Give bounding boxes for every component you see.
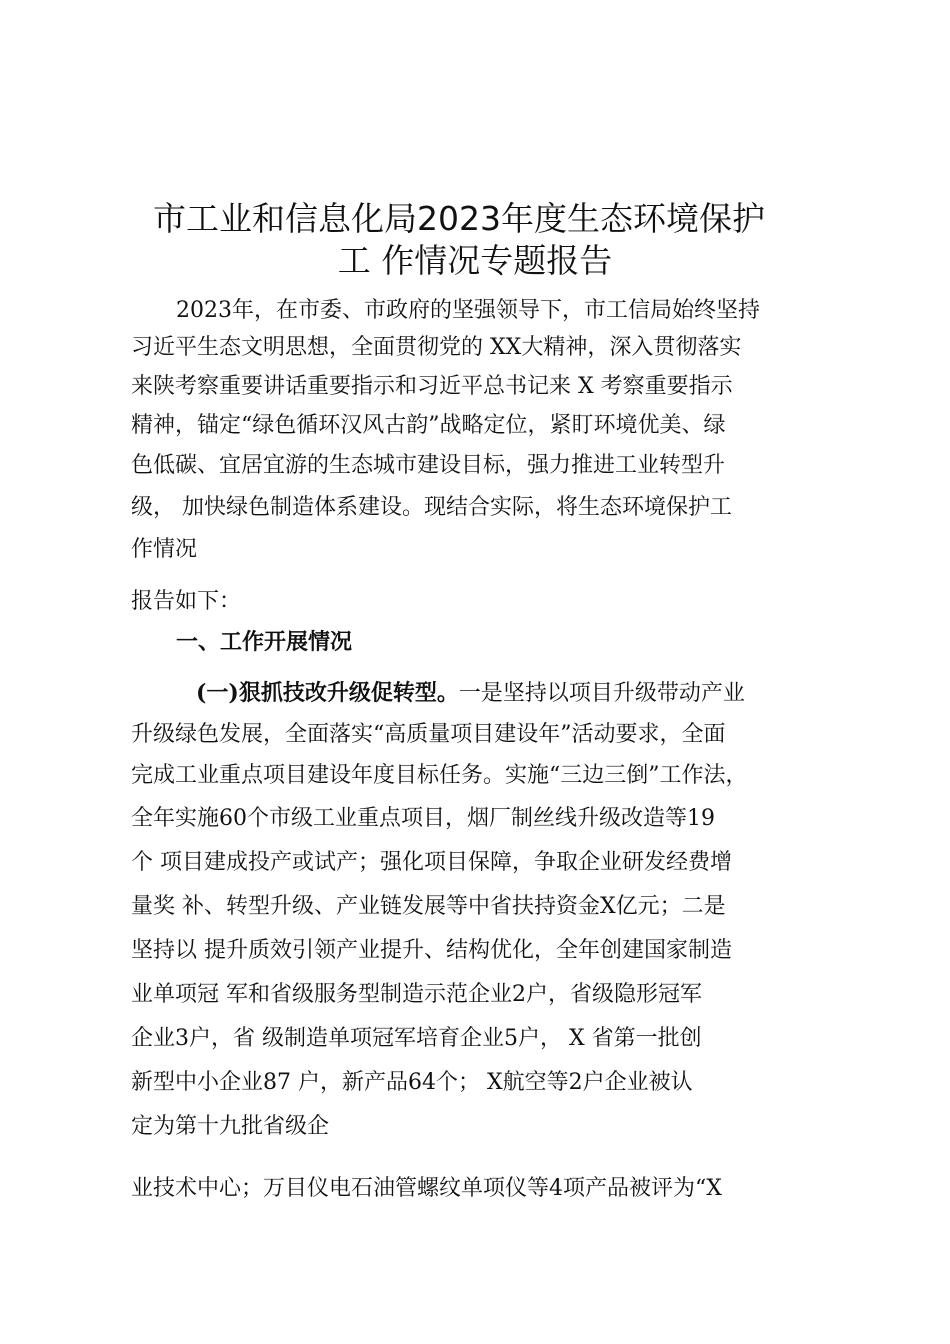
intro-line-2: 习近平生态文明思想，全面贯彻党的 XX大精神，深入贯彻落实 bbox=[131, 335, 742, 360]
body-line-1: 升级绿色发展，全面落实“高质量项目建设年”活动要求，全面 bbox=[131, 722, 726, 747]
body-line-2: 完成工业重点项目建设年度目标任务。实施“三边三倒”工作法， bbox=[131, 763, 748, 788]
body-line-6: 坚持以 提升质效引领产业提升、结构优化，全年创建国家制造 bbox=[131, 938, 732, 963]
intro-line-5: 色低碳、宜居宜游的生态城市建设目标，强力推进工业转型升 bbox=[131, 453, 726, 478]
body-line-3: 全年实施60个市级工业重点项目，烟厂制丝线升级改造等19 bbox=[131, 806, 715, 831]
intro-line-4: 精神，锚定“绿色循环汉风古韵”战略定位，紧盯环境优美、绿 bbox=[131, 413, 726, 438]
document-title-line-1: 市工业和信息化局2023年度生态环境保护 bbox=[153, 199, 765, 238]
intro-line-3: 来陕考察重要讲话重要指示和习近平总书记来 X 考察重要指示 bbox=[131, 374, 733, 399]
document-title-line-2: 工 作情况专题报告 bbox=[337, 241, 613, 280]
intro-line-1: 2023年，在市委、市政府的坚强领导下，市工信局始终坚持 bbox=[176, 298, 760, 323]
subsection-1-label: (一)狠抓技改升级促转型。 bbox=[196, 680, 459, 706]
body-line-9: 新型中小企业87 户，新产品64个； X航空等2户企业被认 bbox=[131, 1070, 693, 1095]
body-line-8: 企业3户，省 级制造单项冠军培育企业5户， X 省第一批创 bbox=[131, 1026, 702, 1051]
subsection-1-first-text: 一是坚持以项目升级带动产业 bbox=[458, 681, 745, 706]
body-last-line: 业技术中心；万目仪电石油管螺纹单项仪等4项产品被评为“X bbox=[131, 1176, 722, 1201]
report-intro-line: 报告如下： bbox=[131, 589, 242, 614]
intro-line-7: 作情况 bbox=[131, 537, 198, 562]
body-line-5: 量奖 补、转型升级、产业链发展等中省扶持资金X亿元；二是 bbox=[131, 894, 726, 919]
body-line-4: 个 项目建成投产或试产；强化项目保障，争取企业研发经费增 bbox=[131, 850, 732, 875]
body-line-10: 定为第十九批省级企 bbox=[131, 1114, 330, 1139]
body-line-7: 业单项冠 军和省级服务型制造示范企业2户，省级隐形冠军 bbox=[131, 982, 702, 1007]
section-heading-1: 一、工作开展情况 bbox=[176, 630, 353, 655]
intro-line-6: 级， 加快绿色制造体系建设。现结合实际，将生态环境保护工 bbox=[131, 495, 732, 520]
subsection-1-first-line bbox=[196, 678, 745, 709]
